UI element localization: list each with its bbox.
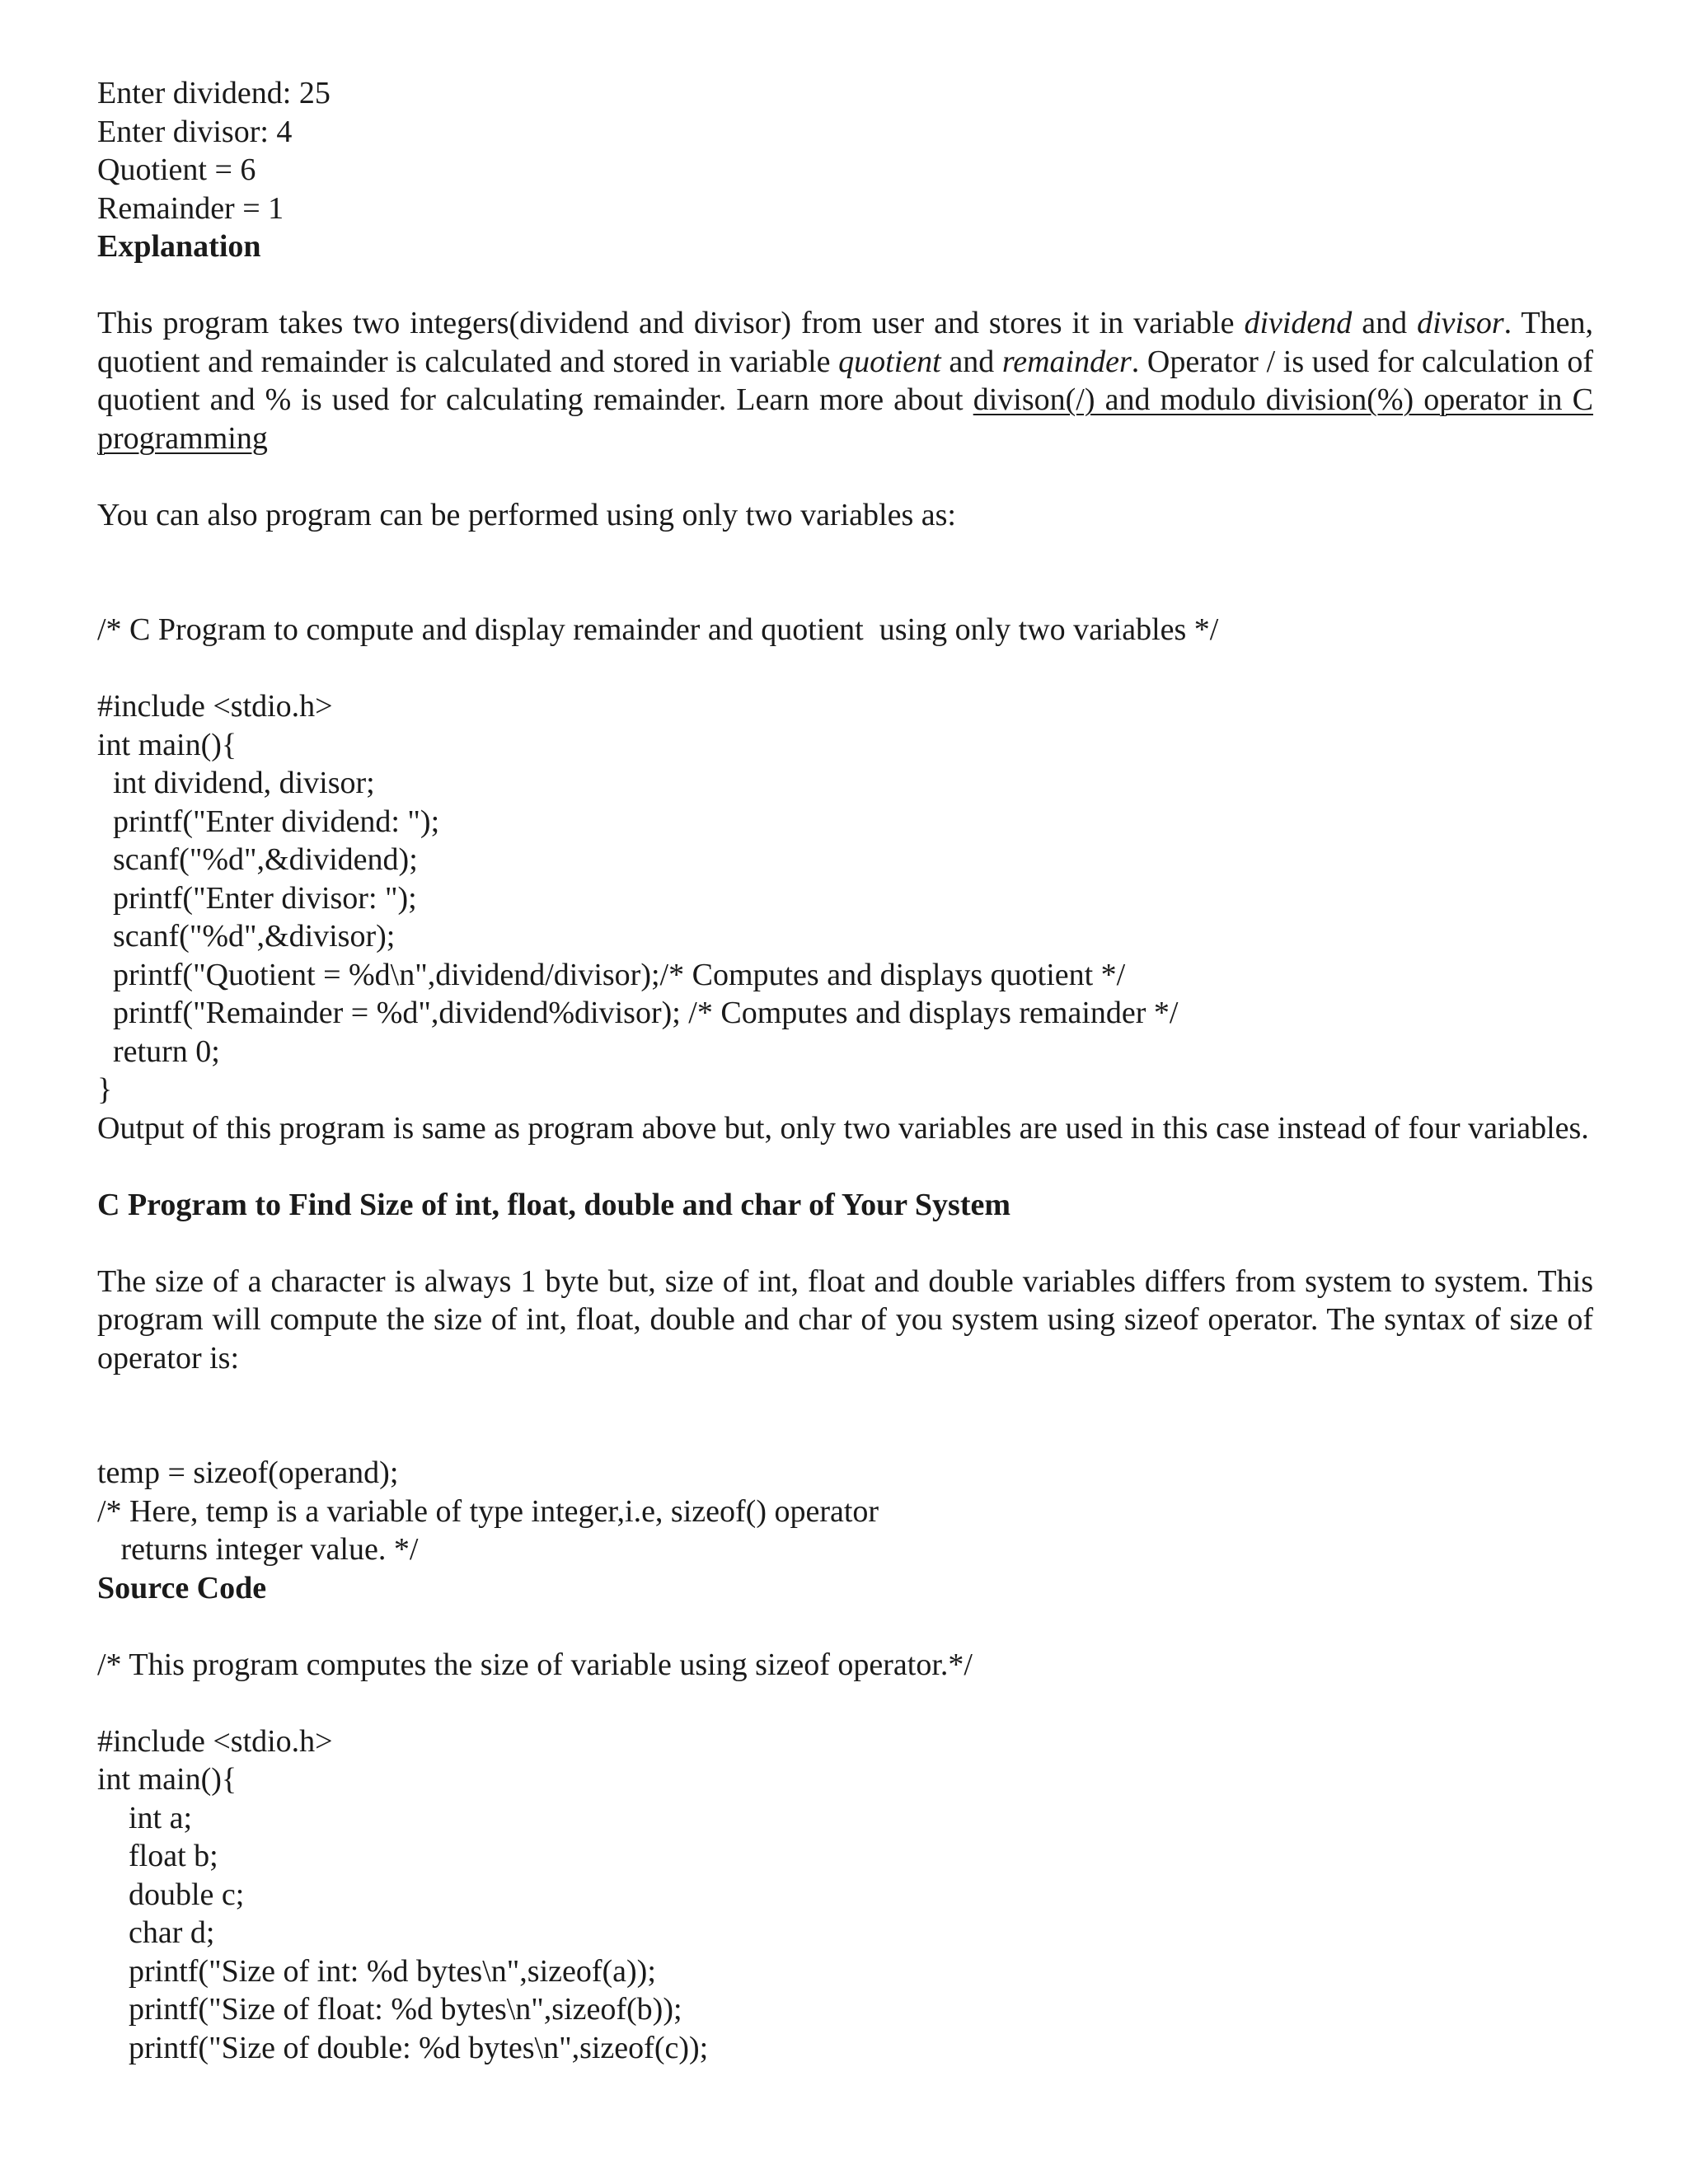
var-remainder: remainder xyxy=(1001,344,1132,379)
output-note: Output of this program is same as program above but, only two variables are used in this case instead of four variables. xyxy=(97,1110,1589,1146)
output-line: Enter divisor: 4 xyxy=(97,114,293,149)
output-line: Remainder = 1 xyxy=(97,190,284,226)
explanation-text: This program takes two integers(dividend and divisor) from user and stores it in variable xyxy=(97,306,1245,340)
code-line: float b; xyxy=(97,1839,218,1873)
syntax-block xyxy=(97,1454,1593,1569)
code-line: char d; xyxy=(97,1915,215,1950)
explanation-text: and xyxy=(940,344,1002,379)
code-line: printf("Quotient = %d\n",dividend/divisor);/* Computes and displays quotient */ xyxy=(97,957,1126,992)
output-line: Enter dividend: 25 xyxy=(97,76,331,110)
code-line: printf("Size of int: %d bytes\n",sizeof(a)); xyxy=(97,1953,656,1989)
also-text: You can also program can be performed using only two variables as: xyxy=(97,497,956,532)
output-line: Quotient = 6 xyxy=(97,152,256,187)
explanation-text: . Then, quotient and remainder is calculated and stored in variable xyxy=(97,306,1594,379)
code-line: printf("Size of double: %d bytes\n",sizeof(c)); xyxy=(97,2030,709,2065)
code-line: scanf("%d",&divisor); xyxy=(97,919,396,954)
var-dividend: dividend xyxy=(1244,306,1353,340)
explanation-paragraph xyxy=(97,304,1593,457)
code-line: int dividend, divisor; xyxy=(97,766,375,800)
program3-comment: /* This program computes the size of variable using sizeof operator.*/ xyxy=(97,1647,973,1682)
syntax-line: /* Here, temp is a variable of type integer,i.e, sizeof() operator xyxy=(97,1493,879,1529)
section2-heading: C Program to Find Size of int, float, double and char of Your System xyxy=(97,1187,1010,1222)
code-line: printf("Enter divisor: "); xyxy=(97,880,417,916)
var-divisor: divisor xyxy=(1417,306,1504,340)
code-line: int main(){ xyxy=(97,1762,237,1797)
code-line: #include <stdio.h> xyxy=(97,689,333,724)
code-line: #include <stdio.h> xyxy=(97,1723,333,1759)
program-output xyxy=(97,74,1593,227)
explanation-text: . Operator / is used for calculation of quotient and % is used for calculating remainder. Learn more about xyxy=(97,344,1593,417)
program3-code xyxy=(97,1722,1593,2068)
syntax-line: temp = sizeof(operand); xyxy=(97,1455,399,1490)
document-page xyxy=(97,74,1593,2067)
program2-code xyxy=(97,687,1593,1109)
code-line: return 0; xyxy=(97,1033,220,1069)
source-code-heading: Source Code xyxy=(97,1570,267,1605)
operator-link[interactable]: divison(/) and modulo division(%) operator in C programming xyxy=(97,382,1593,456)
code-line: printf("Size of float: %d bytes\n",sizeof(b)); xyxy=(97,1992,682,2027)
syntax-line: returns integer value. */ xyxy=(97,1532,419,1567)
code-line: scanf("%d",&dividend); xyxy=(97,842,418,877)
code-line: double c; xyxy=(97,1877,245,1912)
code-line: int a; xyxy=(97,1800,193,1835)
code-line: printf("Enter dividend: "); xyxy=(97,804,440,839)
explanation-text: and xyxy=(1352,306,1418,340)
var-quotient: quotient xyxy=(838,344,941,379)
code-line: printf("Remainder = %d",dividend%divisor); /* Computes and displays remainder */ xyxy=(97,996,1179,1030)
code-line: int main(){ xyxy=(97,727,237,762)
program2-comment: /* C Program to compute and display remainder and quotient using only two variables */ xyxy=(97,612,1219,647)
explanation-heading: Explanation xyxy=(97,229,261,264)
code-line: } xyxy=(97,1072,113,1107)
section2-paragraph: The size of a character is always 1 byte but, size of int, float and double variables differs from system to system. This program will compute the size of int, float, double and char of you system using sizeof operator. The syntax of size of operator is: xyxy=(97,1263,1593,1376)
